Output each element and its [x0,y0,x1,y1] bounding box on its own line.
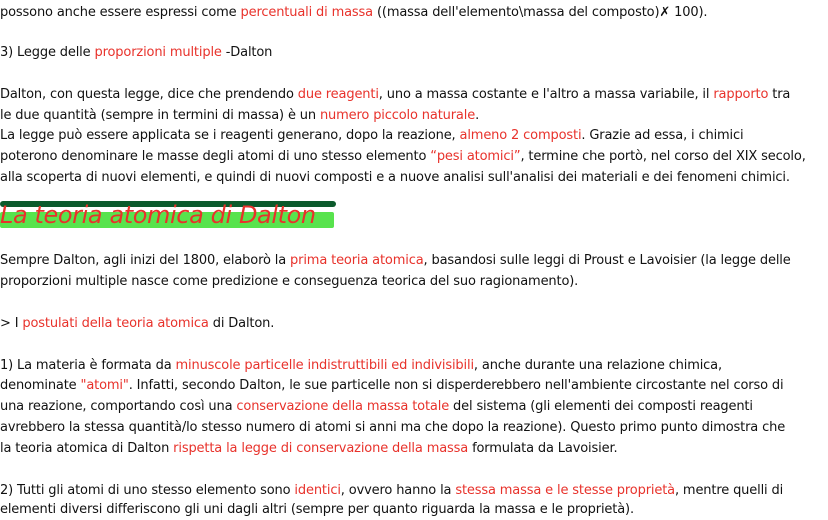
paragraph-line: proporzioni multiple nasce come predizione e conseguenza teorica del suo ragionamento). [0,274,579,289]
paragraph-line: la teoria atomica di Dalton rispetta la legge di conservazione della massa formulata da Lavoisier. [0,441,618,456]
paragraph-line: avrebbero la stessa quantità/lo stesso numero di atomi si anni ma che dopo la reazione). Questo primo punto dimostra che [0,420,786,435]
paragraph-line: > I postulati della teoria atomica di Dalton. [0,316,275,331]
paragraph-line: poterono denominare le masse degli atomi di uno stesso elemento “pesi atomici”, termine che portò, nel corso del XIX secolo, [0,149,806,164]
paragraph-line: alla scoperta di nuovi elementi, e quindi di nuovi composti e a nuove analisi sull'analisi dei materiali e dei fenomeni chimici. [0,170,790,185]
section-title-line: 3) Legge delle proporzioni multiple -Dalton [0,45,273,60]
paragraph-line: Sempre Dalton, agli inizi del 1800, elaborò la prima teoria atomica, basandosi sulle leggi di Proust e Lavoisier (la legge delle [0,253,791,268]
highlighted-term: "atomi" [80,378,129,393]
paragraph-line: possono anche essere espressi come percentuali di massa ((massa dell'elemento\massa del composto)✗ 100). [0,5,708,20]
highlighted-term: rapporto [713,87,769,102]
highlighted-term: due reagenti [297,87,379,102]
highlighted-term: identici [294,483,341,498]
highlighted-term: conservazione della massa totale [236,399,450,414]
paragraph-line: 2) Tutti gli atomi di uno stesso elemento sono identici, ovvero hanno la stessa massa e le stesse proprietà, mentre quelli di [0,483,784,498]
paragraph-line: Dalton, con questa legge, dice che prendendo due reagenti, uno a massa costante e l'altro a massa variabile, il rapporto tra [0,87,791,102]
paragraph-line: La legge può essere applicata se i reagenti generano, dopo la reazione, almeno 2 composti. Grazie ad essa, i chimici [0,128,744,143]
paragraph-line: le due quantità (sempre in termini di massa) è un numero piccolo naturale. [0,108,480,123]
highlighted-term: percentuali di massa [240,5,373,20]
highlighted-term: postulati della teoria atomica [22,316,209,331]
heading-text: La teoria atomica di Dalton [0,201,316,229]
paragraph-line: una reazione, comportando così una conservazione della massa totale del sistema (gli elementi dei composti reagenti [0,399,753,414]
section-heading [0,197,340,237]
highlighted-term: proporzioni multiple [94,45,222,60]
highlighted-term: numero piccolo naturale [319,108,476,123]
highlighted-term: prima teoria atomica [290,253,424,268]
highlighted-term: rispetta la legge di conservazione della massa [173,441,469,456]
highlighted-term: almeno 2 composti [459,128,582,143]
highlighted-term: minuscole particelle indistruttibili ed indivisibili [175,358,474,373]
highlighted-term: stessa massa e le stesse proprietà [455,483,675,498]
paragraph-line: 1) La materia è formata da minuscole particelle indistruttibili ed indivisibili, anche durante una relazione chimica, [0,358,722,373]
paragraph-line: denominate "atomi". Infatti, secondo Dalton, le sue particelle non si disperderebbero nell'ambiente circostante nel corso di [0,378,784,393]
paragraph-line: elementi diversi differiscono gli uni dagli altri (sempre per quanto riguarda la massa e le proprietà). [0,502,634,517]
highlighted-term: “pesi atomici” [430,149,521,164]
